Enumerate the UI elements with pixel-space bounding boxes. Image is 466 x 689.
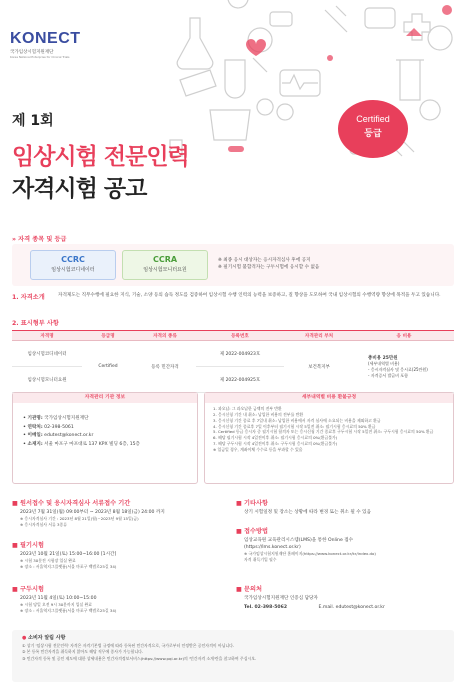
card-ccrc xyxy=(30,250,116,280)
refund-info-title: 세부내역별 비용 환불규정 xyxy=(205,393,453,403)
medical-doodles xyxy=(150,0,466,170)
ministry-cell: 보건복지부 xyxy=(284,341,354,393)
org-name-row: • 기관명: 국가임상시험지원재단 xyxy=(23,416,89,421)
grade-notes xyxy=(218,257,319,271)
grade-note-2: ※ 필기시험 불합격자는 구두시험에 응시할 수 없음 xyxy=(218,265,320,271)
ccrc-name: 임상시험코디네이터 xyxy=(51,267,95,273)
mail-value[interactable]: edutest@konect.or.kr xyxy=(335,605,385,611)
speech-icon: ■ xyxy=(12,586,21,593)
fee-line: - 자격증서 발급비 포함 xyxy=(368,372,409,378)
etc-line: 상기 시험일정 및 장소는 상황에 따라 변경 또는 취소 될 수 있음 xyxy=(244,510,372,515)
org-info-box xyxy=(12,392,198,484)
org-info-title: 자격관리 기관 정보 xyxy=(13,393,197,403)
col-header: 자격의 종류 xyxy=(134,331,196,341)
schedule-title: 필기시험 xyxy=(20,542,44,549)
pencil-icon: ■ xyxy=(12,542,21,549)
tel-label: Tel. xyxy=(244,605,253,611)
apply-block xyxy=(236,526,454,564)
col-header: 자격관리 부처 xyxy=(284,331,354,341)
grade-cell: Certified xyxy=(82,341,134,393)
reg-number-cell: 제 2022-004925호 xyxy=(196,367,284,393)
chevron-icon: » xyxy=(12,236,19,243)
etc-title: 기타사항 xyxy=(244,500,268,507)
schedule-line: ※ 장소 : 서울역지그플랫폼(서울 마포구 백범로25길 34) xyxy=(20,608,117,614)
fee-title: 총비용 25만원 xyxy=(368,355,398,361)
contact-block xyxy=(236,584,454,611)
schedule-line: 2023년 10월 21일(토) 15:00~16:00 [1시간] xyxy=(20,552,117,557)
intro-text: 자격제도는 직무수행에 필요한 지식, 기술, 소양 등의 습득 정도를 검증하여 임상시험 수행 인력의 능력을 보증하고, 질 향상을 도모하여 국내 임상시험의 수행역량 향상에 목적을 두고 있습니다. xyxy=(58,293,441,298)
schedule-line: ※ 응시자격심사 기간 : 2023년 8월 21일(월)~2023년 9월 15일(금) xyxy=(20,516,139,522)
contact-title: 문의처 xyxy=(244,586,262,593)
certified-badge xyxy=(338,100,408,158)
schedule-line: ※ 시험 30분전 시험장 입실 완료 xyxy=(20,558,76,564)
reg-number-cell: 제 2022-004923호 xyxy=(196,341,284,367)
notice-item: ③ 민간자격 등록 및 공인 제도에 대한 상세내용은 민간자격정보서비스(https://www.pqi.or.kr)의 '민간자격 소개'란을 참고하여 주십시오. xyxy=(22,655,257,661)
grade-section-title: » 자격 종목 및 등급 xyxy=(12,236,67,243)
tel-value: 02-398-5062 xyxy=(254,605,288,611)
refund-item: 7. 해당 구두시험 시작 4일전이후 취소: 구두시험 응시료의 0%(환급불가) xyxy=(213,441,338,447)
intro-section-title: 1. 자격소개 xyxy=(12,294,45,301)
col-header: 응 비용 xyxy=(354,331,454,341)
apply-line: ※ 국가임상시험지원재단 홈페이지(https://www.konect.or.kr/kr/index.do) xyxy=(244,551,376,557)
notice-title: ● 소비자 알림 사항 xyxy=(22,635,66,641)
notice-box xyxy=(12,630,454,682)
grade-note-1: ※ 최종 응시 대상자는 응시자격심사 후에 공지 xyxy=(218,258,311,263)
schedule-block-3 xyxy=(12,584,227,615)
schedule-line: 2023년 7월 31일(월) 09:00부터 ~ 2023년 8월 18일(금) 24:00 까지 xyxy=(20,510,165,515)
schedule-block-1 xyxy=(12,498,227,529)
round-label: 제 1회 xyxy=(12,113,54,129)
refund-item: ※ 입금일 경우, 계좌이체 수수료 등을 부과할 수 있음 xyxy=(213,447,303,453)
logo-tagline: Korea National Enterprise for Clinical Trials xyxy=(10,55,70,59)
contact-line: 국가임상시험지원재단 인증심 담당자 xyxy=(244,596,318,601)
apply-line: 임상교육원 교육관리시스템(LMS)을 통한 Online 접수 xyxy=(244,538,354,543)
title-line1: 임상시험 전문인력 xyxy=(12,144,189,170)
badge-line2: 등급 xyxy=(364,129,382,139)
refund-item: 6. 해당 필기시험 시작 4일전이후 취소: 필기시험 응시료의 0%(환급불가) xyxy=(213,435,338,441)
cert-name-cell: 임상시험모니터요원 xyxy=(12,367,82,393)
apply-line: 자격 취득기입 필수 xyxy=(244,557,277,563)
schedule-line: ※ 시험 당일 오전 9시 30분까지 입실 완료 xyxy=(20,602,92,608)
col-header: 자격명 xyxy=(12,331,82,341)
org-address-row: • 소재지: 서울 마포구 마포대로 137 KPX 빌딩 6층, 15층 xyxy=(23,442,140,448)
logo xyxy=(10,30,100,59)
schedule-title: 구두시험 xyxy=(20,586,44,593)
kind-cell: 등록 민간자격 xyxy=(134,341,196,393)
org-phone-row: • 연락처: 02-398-5061 xyxy=(23,424,74,430)
phone-icon: ■ xyxy=(236,586,245,593)
schedule-block-2 xyxy=(12,540,227,571)
refund-item: 1. 과오납: 그 과오납한 금액의 전부 반환 xyxy=(213,406,282,411)
card-ccra xyxy=(122,250,208,280)
title-line2: 자격시험 공고 xyxy=(12,176,147,202)
logo-wordmark: KONECT xyxy=(10,30,81,47)
apply-link[interactable]: (https://lms.konect.or.kr) xyxy=(244,545,301,551)
ccra-name: 임상시험모니터요원 xyxy=(143,267,187,273)
apply-icon: ■ xyxy=(236,528,245,535)
apply-title: 접수방법 xyxy=(244,528,268,535)
schedule-line: ※ 응시자격심사 서류 3종류 xyxy=(20,522,68,528)
alert-icon: ● xyxy=(22,635,29,641)
notice-item: ② 본 등록 민간자격을 취득하지 않아도 해당 직무에 종사가 가능합니다. xyxy=(22,649,144,655)
fee-line: - 응시자격심사 및 응시료(25만원) xyxy=(368,366,428,372)
etc-block xyxy=(236,498,454,516)
contact-row xyxy=(244,604,454,611)
org-email-row: • 이메일: edutest@konect.or.kr xyxy=(23,433,94,439)
schedule-title: 원서접수 및 응시자격심사 서류접수 기간 xyxy=(20,500,131,507)
ccrc-code: CCRC xyxy=(61,255,85,264)
info-icon: ■ xyxy=(236,500,245,507)
col-header: 등록번호 xyxy=(196,331,284,341)
col-header: 등급명 xyxy=(82,331,134,341)
schedule-line: 2023년 11월 4일(토) 10:00~15:00 xyxy=(20,596,97,601)
mail-label: E.mail. xyxy=(318,605,335,611)
calendar-icon: ■ xyxy=(12,500,21,507)
badge-line1: Certified xyxy=(356,114,390,124)
notice-item: ① 상기 '임상시험 전문인력' 자격은 자격기본법 규정에 따라 등록된 민간자격으로, 국가로부터 인정받은 공인자격이 아닙니다. xyxy=(22,643,235,648)
refund-item: 4. 응시신청 기간 종료후 7일 이후부터 필기시험 시작 5일전 취소: 필기시험 응시료의 50% 환급 xyxy=(213,423,376,429)
logo-subtitle: 국가임상시험지원재단 xyxy=(10,50,54,55)
fee-cell xyxy=(354,341,454,393)
refund-item: 3. 응시신청 기간 종료 후 7일내 취소: 납입한 비용에서 자격 심사에 소요되는 비용을 제외하고 환급 xyxy=(213,417,381,423)
fee-line: (세부내역별 비용) xyxy=(368,360,400,366)
display-section-title: 2. 표시형부 사항 xyxy=(12,320,59,327)
refund-item: 2. 응시신청 기간 내 취소: 납입한 비용의 전부를 반환 xyxy=(213,411,304,417)
ccra-code: CCRA xyxy=(152,255,178,264)
display-table xyxy=(12,330,454,393)
schedule-line: ※ 장소 : 서울역지그플랫폼(서울 마포구 백범로25길 34) xyxy=(20,564,117,570)
refund-info-box xyxy=(204,392,454,484)
refund-item: 5. Certified 등급 응시자 중 필기시험 합격자 또는 응시신청 기간 종료후 구두시험 시작 5일전 취소: 구두시험 응시료의 50% 환급 xyxy=(213,429,434,435)
cert-name-cell: 임상시험코디네이터 xyxy=(12,341,82,367)
